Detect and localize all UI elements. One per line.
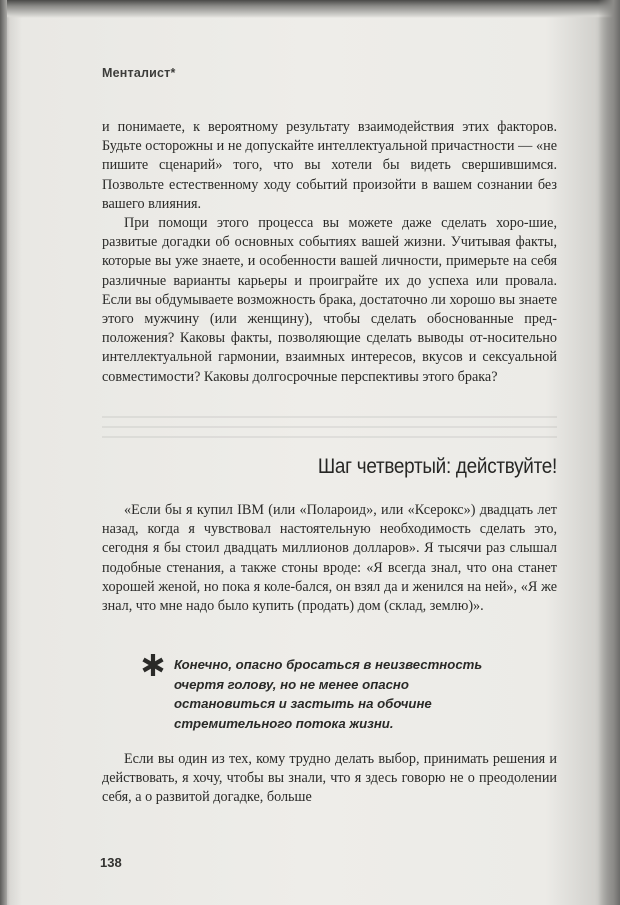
- callout-line: остановиться и застыть на обочине: [174, 696, 432, 711]
- text-block-bottom: [102, 750, 557, 808]
- callout-line: Конечно, опасно бросаться в неизвестность: [174, 657, 483, 672]
- running-head-title: Менталист*: [102, 66, 176, 80]
- text-block-top: [102, 118, 557, 387]
- bleed-through-lines: [102, 408, 557, 448]
- section-heading: Шаг четвертый: действуйте!: [317, 455, 557, 478]
- asterisk-icon: [140, 652, 166, 678]
- paragraph: Если вы один из тех, кому трудно делать выбор, принимать решения и действовать, я хочу, чтобы вы знали, что я здесь говорю не о преодолении себя, а о развитой догадке, больше: [102, 751, 557, 806]
- text-block-middle: [102, 501, 557, 616]
- book-spine-shadow: [0, 0, 7, 905]
- paragraph: «Если бы я купил IBM (или «Полароид», или «Ксерокс») двадцать лет назад, когда я чувствовал настоятельную необходимость сделать это, сегодня я бы стоил двадцать миллионов долларов». Я тысячи раз слышал подобные стенания, а также стоны вроде: «Я всегда знал, что она станет хорошей женой, но пока я коле-бался, он взял да и женился на ней», «Я же знал, что мне надо было купить (продать) дом (склад, землю)».: [102, 502, 557, 615]
- callout-line: стремительного потока жизни.: [174, 715, 394, 731]
- callout-line: очертя голову, но не менее опасно: [174, 676, 409, 692]
- page-number: 138: [100, 855, 122, 870]
- callout-text: [174, 655, 559, 733]
- running-head: [102, 66, 176, 80]
- paragraph: При помощи этого процесса вы можете даже сделать хоро-шие, развитые догадки об основных событиях вашей жизни. Учитывая факты, которые вы уже знаете, и особенности вашей личности, примерьте на себя различные варианты карьеры и проиграйте их до успеха или провала. Если вы обдумываете возможность брака, достаточно ли хорошо вы знаете этого мужчину (или женщину), чтобы сделать обоснованные пред-положения? Каковы факты, позволяющие сделать выводы от-носительно интеллектуальной гармонии, взаимных интересов, вкусов и сексуальной совместимости? Каковы долгосрочные перспективы этого брака?: [102, 215, 557, 385]
- paragraph: и понимаете, к вероятному результату взаимодействия этих факторов. Будьте осторожны и не допускайте интеллектуальной причастности — «не пишите сценарий» того, что вы хотели бы видеть свершившимся. Позвольте естественному ходу событий произойти в вашем сознании без вашего влияния.: [102, 119, 557, 212]
- page-edge-shadow: [598, 0, 620, 905]
- page-top-shadow: [0, 0, 620, 18]
